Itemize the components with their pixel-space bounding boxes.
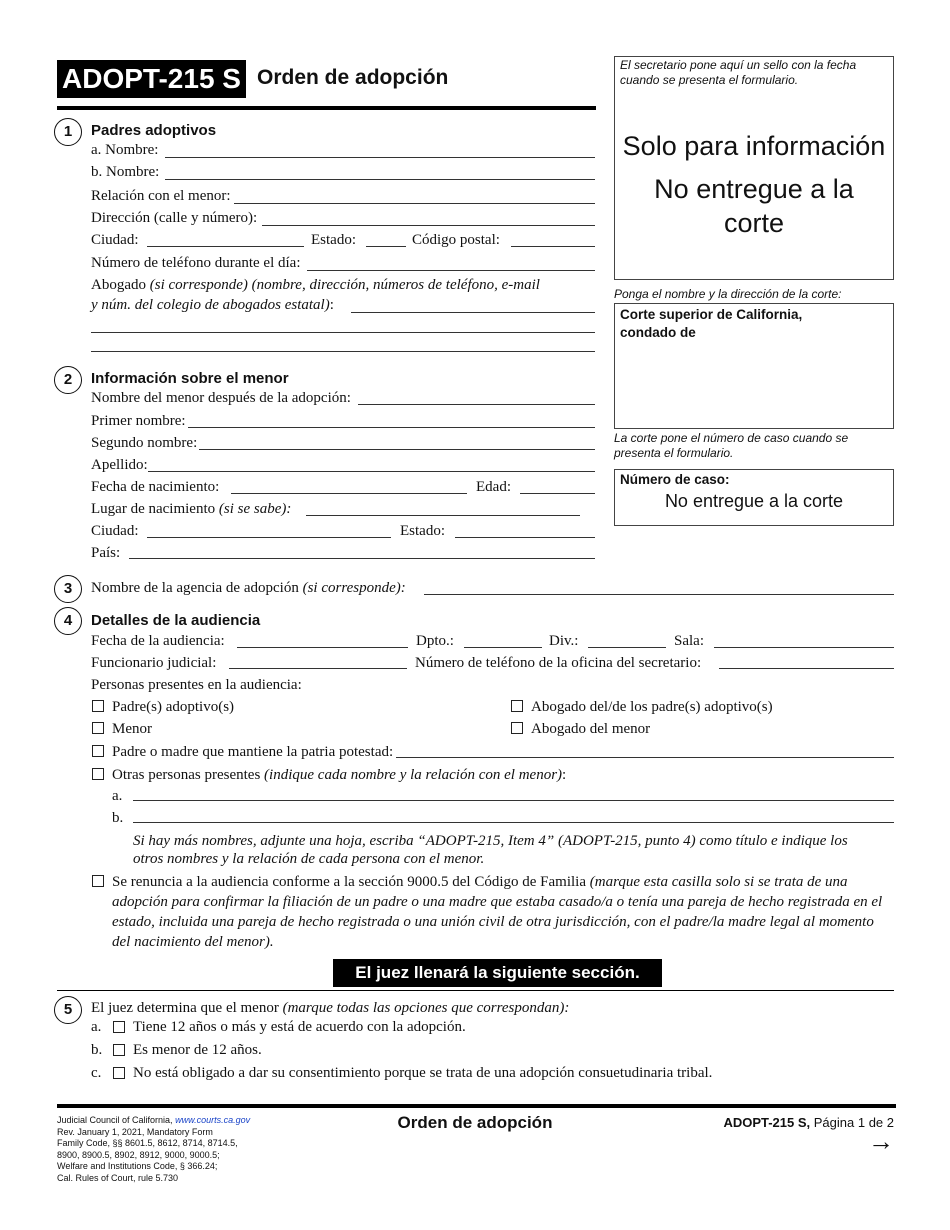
relation-label: Relación con el menor: [91,188,231,204]
custodial-parent-field[interactable] [396,757,894,758]
finding-b-text: Es menor de 12 años. [133,1042,262,1058]
finding-c-text: No está obligado a dar su consentimiento porque se trata de una adopción consuetudinaria tribal. [133,1065,713,1081]
finding-c-checkbox[interactable] [113,1067,125,1079]
section-4-title: Detalles de la audiencia [91,612,261,629]
waiver-note-1: (marque esta casilla solo si se trata de una [589,874,848,890]
state-field[interactable] [366,246,406,247]
footer-family-code-1: Family Code, §§ 8601.5, 8612, 8714, 8714.5, [57,1138,238,1148]
others-present-note: (indique cada nombre y la relación con el menor) [264,767,563,783]
age-label: Edad: [476,479,511,495]
officer-field[interactable] [229,668,407,669]
country-label: País: [91,545,121,561]
section-4-number: 4 [54,607,82,635]
adoptive-parent-a-label: a. Nombre: [91,142,159,158]
address-label: Dirección (calle y número): [91,210,258,226]
last-name-field[interactable] [148,471,595,472]
city-field[interactable] [147,246,304,247]
waiver-text: Se renuncia a la audiencia conforme a la sección 9000.5 del Código de Familia [112,874,587,890]
birthplace-text: Lugar de nacimiento [91,501,216,517]
middle-name-label: Segundo nombre: [91,435,198,451]
section-1-title: Padres adoptivos [91,122,217,139]
footer-citations [57,1115,250,1184]
finding-c-letter: c. [91,1065,102,1081]
relation-field[interactable] [234,203,595,204]
room-label: Sala: [674,633,704,649]
officer-label: Funcionario judicial: [91,655,217,671]
others-present-text: Otras personas presentes [112,767,261,783]
others-present-checkbox[interactable] [92,768,104,780]
other-b-label: b. [112,810,124,826]
first-name-field[interactable] [188,427,595,428]
room-field[interactable] [714,647,894,648]
waiver-line-1 [112,874,848,891]
clerk-phone-label: Número de teléfono de la oficina del secretario: [415,655,702,671]
section-1-number: 1 [54,118,82,146]
minor-option: Menor [112,721,152,737]
birthplace-label [91,501,291,518]
waiver-note-2: adopción para confirmar la filiación de un padre o una madre que estaba casado/a o tenía una pareja de hecho registrada en el [112,894,883,910]
adoptive-parent-b-field[interactable] [165,179,595,180]
attorney-label: Abogado [91,277,146,293]
attorney-field-2[interactable] [91,332,595,333]
attorney-label-line1 [91,277,540,294]
name-after-field[interactable] [358,404,595,405]
child-state-field[interactable] [455,537,595,538]
finding-a-checkbox[interactable] [113,1021,125,1033]
dob-field[interactable] [231,493,467,494]
other-a-label: a. [112,788,123,804]
state-label: Estado: [311,232,356,248]
case-number-label: Número de caso: [620,472,730,487]
attorney-field-3[interactable] [91,351,595,352]
footer-rules: Cal. Rules of Court, rule 5.730 [57,1172,179,1183]
attorney-colon: : [329,297,334,313]
child-city-label: Ciudad: [91,523,139,539]
form-title: Orden de adopción [257,66,449,89]
present-label: Personas presentes en la audiencia: [91,677,302,693]
country-field[interactable] [129,558,595,559]
agency-text: Nombre de la agencia de adopción [91,580,299,596]
attorney-note-1: (si corresponde) (nombre, dirección, números de teléfono, e-mail [149,277,540,293]
judge-finding-lead [91,1000,569,1017]
judge-finding-note: (marque todas las opciones que correspondan): [282,1000,570,1016]
attorney-label-line2 [91,297,334,314]
hearing-date-label: Fecha de la audiencia: [91,633,225,649]
footer-page-code: ADOPT-215 S, [723,1115,811,1130]
city-label: Ciudad: [91,232,139,248]
others-present-colon: : [562,767,567,783]
other-a-field[interactable] [133,800,894,801]
judge-section-rule [57,990,894,991]
div-field[interactable] [588,647,666,648]
judge-finding-text: El juez determina que el menor [91,1000,279,1016]
footer-council: Judicial Council of California, [57,1115,173,1125]
dept-label: Dpto.: [416,633,454,649]
case-note: La corte pone el número de caso cuando se presenta el formulario. [614,431,849,460]
div-label: Div.: [549,633,579,649]
age-field[interactable] [520,493,595,494]
case-number-value: No entregue a la corte [664,491,844,511]
next-page-arrow-icon: → [868,1126,894,1156]
phone-label: Número de teléfono durante el día: [91,255,301,271]
info-only-text: Solo para información [622,131,886,161]
footer-rev: Rev. January 1, 2021, Mandatory Form [57,1126,213,1137]
clerk-stamp-box [614,56,894,280]
more-names-note-1: Si hay más nombres, adjunte una hoja, escriba “ADOPT-215, Item 4” (ADOPT-215, punto 4) como título e indique los [133,833,848,849]
header-rule [57,106,596,110]
waiver-note-3: estado, incluida una pareja de hecho registrada o una unión civil de otra jurisdicción, con el padre/la madre legal al momento [112,914,874,930]
middle-name-field[interactable] [199,449,595,450]
dob-label: Fecha de nacimiento: [91,479,220,495]
adoptive-parent-b-label: b. Nombre: [91,164,160,180]
birthplace-field[interactable] [306,515,580,516]
custodial-parent-checkbox[interactable] [92,745,104,757]
birthplace-note: (si se sabe): [218,501,292,517]
finding-a-text: Tiene 12 años o más y está de acuerdo con la adopción. [133,1019,466,1035]
zip-label: Código postal: [412,232,500,248]
court-label: Ponga el nombre y la dirección de la corte: [614,287,842,301]
footer-family-code-2: 8900, 8900.5, 8902, 8912, 9000, 9000.5; [57,1149,220,1160]
form-code: ADOPT-215 S [57,60,246,98]
phone-field[interactable] [307,270,595,271]
section-5-number: 5 [54,996,82,1024]
agency-note: (si corresponde): [302,580,406,596]
address-field[interactable] [262,225,595,226]
agency-label [91,580,406,597]
attorney-note-2: y núm. del colegio de abogados estatal) [91,297,330,313]
minor-attorney-option: Abogado del menor [531,721,651,737]
first-name-label: Primer nombre: [91,413,186,429]
do-not-file-text: No entregue a la corte [654,174,854,238]
section-2-number: 2 [54,366,82,394]
adoptive-parents-option: Padre(s) adoptivo(s) [112,699,235,715]
child-state-label: Estado: [400,523,445,539]
minor-checkbox[interactable] [92,722,104,734]
child-city-field[interactable] [147,537,391,538]
attorney-field-1[interactable] [351,312,595,313]
footer-council-line [57,1115,250,1127]
clerk-phone-field[interactable] [719,668,894,669]
waiver-note-4: del nacimiento del menor). [112,934,274,950]
footer-title: Orden de adopción [397,1113,553,1132]
other-b-field[interactable] [133,822,894,823]
finding-a-letter: a. [91,1019,102,1035]
name-after-label: Nombre del menor después de la adopción: [91,390,351,406]
adoptive-parents-checkbox[interactable] [92,700,104,712]
custodial-parent-option: Padre o madre que mantiene la patria potestad: [112,744,394,760]
finding-b-letter: b. [91,1042,103,1058]
footer-page-number: Página 1 de 2 [813,1115,894,1130]
section-3-number: 3 [54,575,82,603]
parents-attorney-option: Abogado del/de los padre(s) adoptivo(s) [531,699,773,715]
court-name: Corte superior de California, condado de [620,307,803,340]
zip-field[interactable] [511,246,595,247]
minor-attorney-checkbox[interactable] [511,722,523,734]
last-name-label: Apellido: [91,457,148,473]
footer-url-link[interactable]: www.courts.ca.gov [175,1115,251,1125]
agency-field[interactable] [424,594,894,595]
finding-b-checkbox[interactable] [113,1044,125,1056]
adoptive-parent-a-field[interactable] [165,157,595,158]
dept-field[interactable] [464,647,542,648]
hearing-date-field[interactable] [237,647,408,648]
footer-welfare: Welfare and Institutions Code, § 366.24; [57,1161,218,1171]
waiver-checkbox[interactable] [92,875,104,887]
footer-rule [57,1104,896,1108]
parents-attorney-checkbox[interactable] [511,700,523,712]
more-names-note-2: otros nombres y la relación de cada persona con el menor. [133,851,485,867]
clerk-stamp-note: El secretario pone aquí un sello con la fecha cuando se presenta el formulario. [620,58,857,87]
others-present-option [112,767,566,784]
section-2-title: Información sobre el menor [91,370,289,387]
judge-section-banner: El juez llenará la siguiente sección. [333,959,662,987]
